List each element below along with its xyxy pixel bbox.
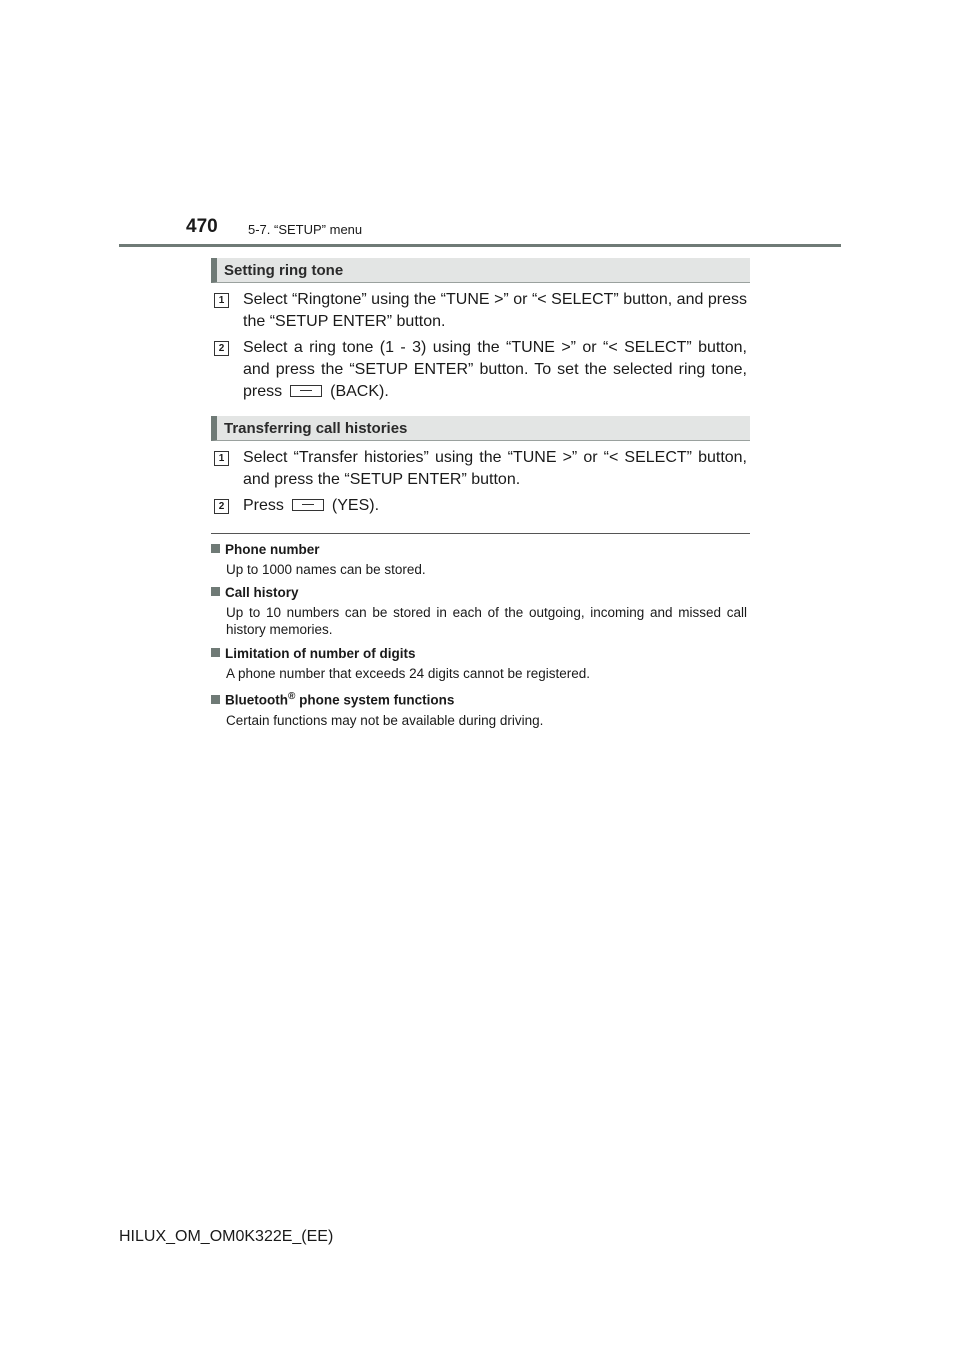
header-rule	[119, 244, 841, 247]
step-item	[214, 337, 747, 403]
step-text-after: (YES).	[331, 497, 380, 514]
heading-transferring-call-histories: Transferring call histories	[211, 416, 750, 441]
note-title-text: Bluetooth	[225, 692, 288, 708]
note-title	[211, 541, 747, 558]
step-text	[243, 495, 747, 517]
footer-code: HILUX_OM_OM0K322E_(EE)	[119, 1228, 334, 1245]
note-item	[211, 645, 747, 682]
note-item	[211, 584, 747, 638]
note-title-text: Phone number	[225, 542, 320, 557]
square-bullet-icon	[211, 587, 220, 596]
step-number: 1	[214, 451, 229, 466]
registered-mark: ®	[288, 691, 296, 702]
section-label: 5-7. “SETUP” menu	[248, 222, 363, 237]
step-number: 2	[214, 341, 229, 356]
page-number: 470	[186, 216, 218, 237]
note-title-text: phone system functions	[295, 692, 455, 708]
note-title-text: Call history	[225, 585, 299, 600]
back-key-icon	[290, 385, 322, 397]
step-item	[214, 495, 747, 517]
step-text	[243, 337, 747, 403]
note-item	[211, 688, 747, 729]
square-bullet-icon	[211, 648, 220, 657]
note-title-text: Limitation of number of digits	[225, 646, 416, 661]
note-item	[211, 541, 747, 578]
note-body: Certain functions may not be available during driving.	[226, 712, 544, 728]
step-text: Select “Transfer histories” using the “TUNE >” or “< SELECT” button, and press the “SETUP ENTER” button.	[243, 449, 747, 488]
note-body: A phone number that exceeds 24 digits cannot be registered.	[226, 666, 590, 681]
notes-divider	[211, 533, 750, 534]
step-number: 2	[214, 499, 229, 514]
step-number: 1	[214, 293, 229, 308]
note-title	[211, 645, 747, 662]
note-body: Up to 1000 names can be stored.	[226, 562, 426, 577]
square-bullet-icon	[211, 544, 220, 553]
step-item	[214, 289, 747, 333]
note-body: Up to 10 numbers can be stored in each of the outgoing, incoming and missed call history memories.	[226, 605, 747, 637]
yes-key-icon	[292, 499, 324, 511]
square-bullet-icon	[211, 695, 220, 704]
step-text: Select “Ringtone” using the “TUNE >” or “< SELECT” button, and press the “SETUP ENTER” button.	[243, 291, 747, 330]
step-text-after: (BACK).	[330, 383, 389, 400]
heading-setting-ring-tone: Setting ring tone	[211, 258, 750, 283]
note-title	[211, 584, 747, 601]
note-title	[211, 688, 747, 709]
step-item	[214, 447, 747, 491]
step-text-before: Press	[243, 497, 284, 514]
step-text-before: Select a ring tone (1 - 3) using the “TUNE >” or “< SELECT” button, and press the “SETUP ENTER” button. To set the selected ring tone, press	[243, 339, 747, 400]
